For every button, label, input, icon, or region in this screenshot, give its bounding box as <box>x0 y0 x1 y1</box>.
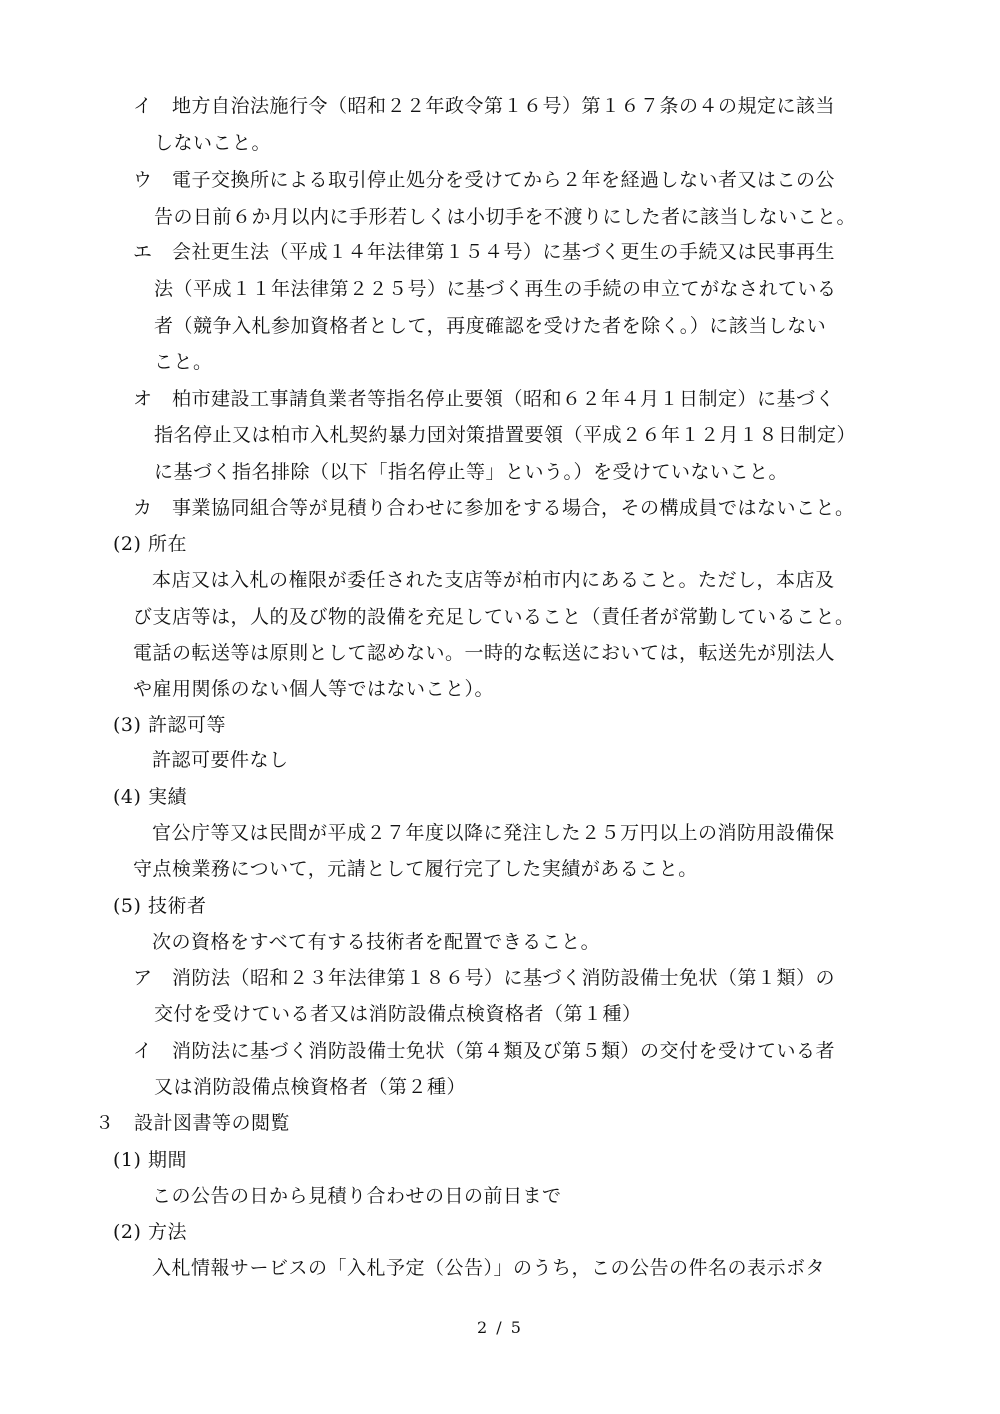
section-heading: (3) 許認可等 <box>113 714 226 736</box>
text-line: 守点検業務について，元請として履行完了した実績があること。 <box>133 858 698 880</box>
text-line: 本店又は入札の権限が委任された支店等が柏市内にあること。ただし，本店及 <box>152 569 835 591</box>
text-line: ウ 電子交換所による取引停止処分を受けてから２年を経過しない者又はこの公 <box>133 169 836 191</box>
text-line: び支店等は，人的及び物的設備を充足していること（責任者が常勤していること。 <box>133 606 855 628</box>
text-line: オ 柏市建設工事請負業者等指名停止要領（昭和６２年４月１日制定）に基づく <box>133 388 836 410</box>
text-line: 入札情報サービスの「入札予定（公告）」のうち，この公告の件名の表示ボタ <box>152 1257 826 1279</box>
chapter-heading: ３ 設計図書等の閲覧 <box>95 1112 291 1134</box>
text-line: に基づく指名排除（以下「指名停止等」という。）を受けていないこと。 <box>154 461 789 483</box>
text-line: 法（平成１１年法律第２２５号）に基づく再生の手続の申立てがなされている <box>154 278 837 300</box>
text-line: 次の資格をすべて有する技術者を配置できること。 <box>152 931 601 953</box>
section-heading: (5) 技術者 <box>113 895 207 917</box>
section-heading: (2) 方法 <box>113 1221 187 1243</box>
section-heading: (1) 期間 <box>113 1149 187 1171</box>
section-heading: (4) 実績 <box>113 786 187 808</box>
text-line: カ 事業協同組合等が見積り合わせに参加をする場合，その構成員ではないこと。 <box>133 497 855 519</box>
text-line: 電話の転送等は原則として認めない。一時的な転送においては，転送先が別法人 <box>133 642 836 664</box>
text-line: や雇用関係のない個人等ではないこと）。 <box>133 678 495 700</box>
text-line: 者（競争入札参加資格者として，再度確認を受けた者を除く。）に該当しない <box>154 315 827 337</box>
text-line: 又は消防設備点検資格者（第２種） <box>154 1076 467 1098</box>
text-line: この公告の日から見積り合わせの日の前日まで <box>152 1185 562 1207</box>
section-heading: (2) 所在 <box>113 533 187 555</box>
text-line: 交付を受けている者又は消防設備点検資格者（第１種） <box>154 1003 642 1025</box>
text-line: 指名停止又は柏市入札契約暴力団対策措置要領（平成２６年１２月１８日制定） <box>154 424 857 446</box>
text-line: こと。 <box>154 351 213 373</box>
text-line: イ 消防法に基づく消防設備士免状（第４類及び第５類）の交付を受けている者 <box>133 1040 836 1062</box>
text-line: 許認可要件なし <box>152 749 289 771</box>
text-line: イ 地方自治法施行令（昭和２２年政令第１６号）第１６７条の４の規定に該当 <box>133 95 836 117</box>
page-number: 2 / 5 <box>477 1318 523 1337</box>
text-line: エ 会社更生法（平成１４年法律第１５４号）に基づく更生の手続又は民事再生 <box>133 241 836 263</box>
text-line: 告の日前６か月以内に手形若しくは小切手を不渡りにした者に該当しないこと。 <box>154 206 857 228</box>
text-line: ア 消防法（昭和２３年法律第１８６号）に基づく消防設備士免状（第１類）の <box>133 967 836 989</box>
text-line: 官公庁等又は民間が平成２７年度以降に発注した２５万円以上の消防用設備保 <box>152 822 835 844</box>
text-line: しないこと。 <box>154 132 272 154</box>
